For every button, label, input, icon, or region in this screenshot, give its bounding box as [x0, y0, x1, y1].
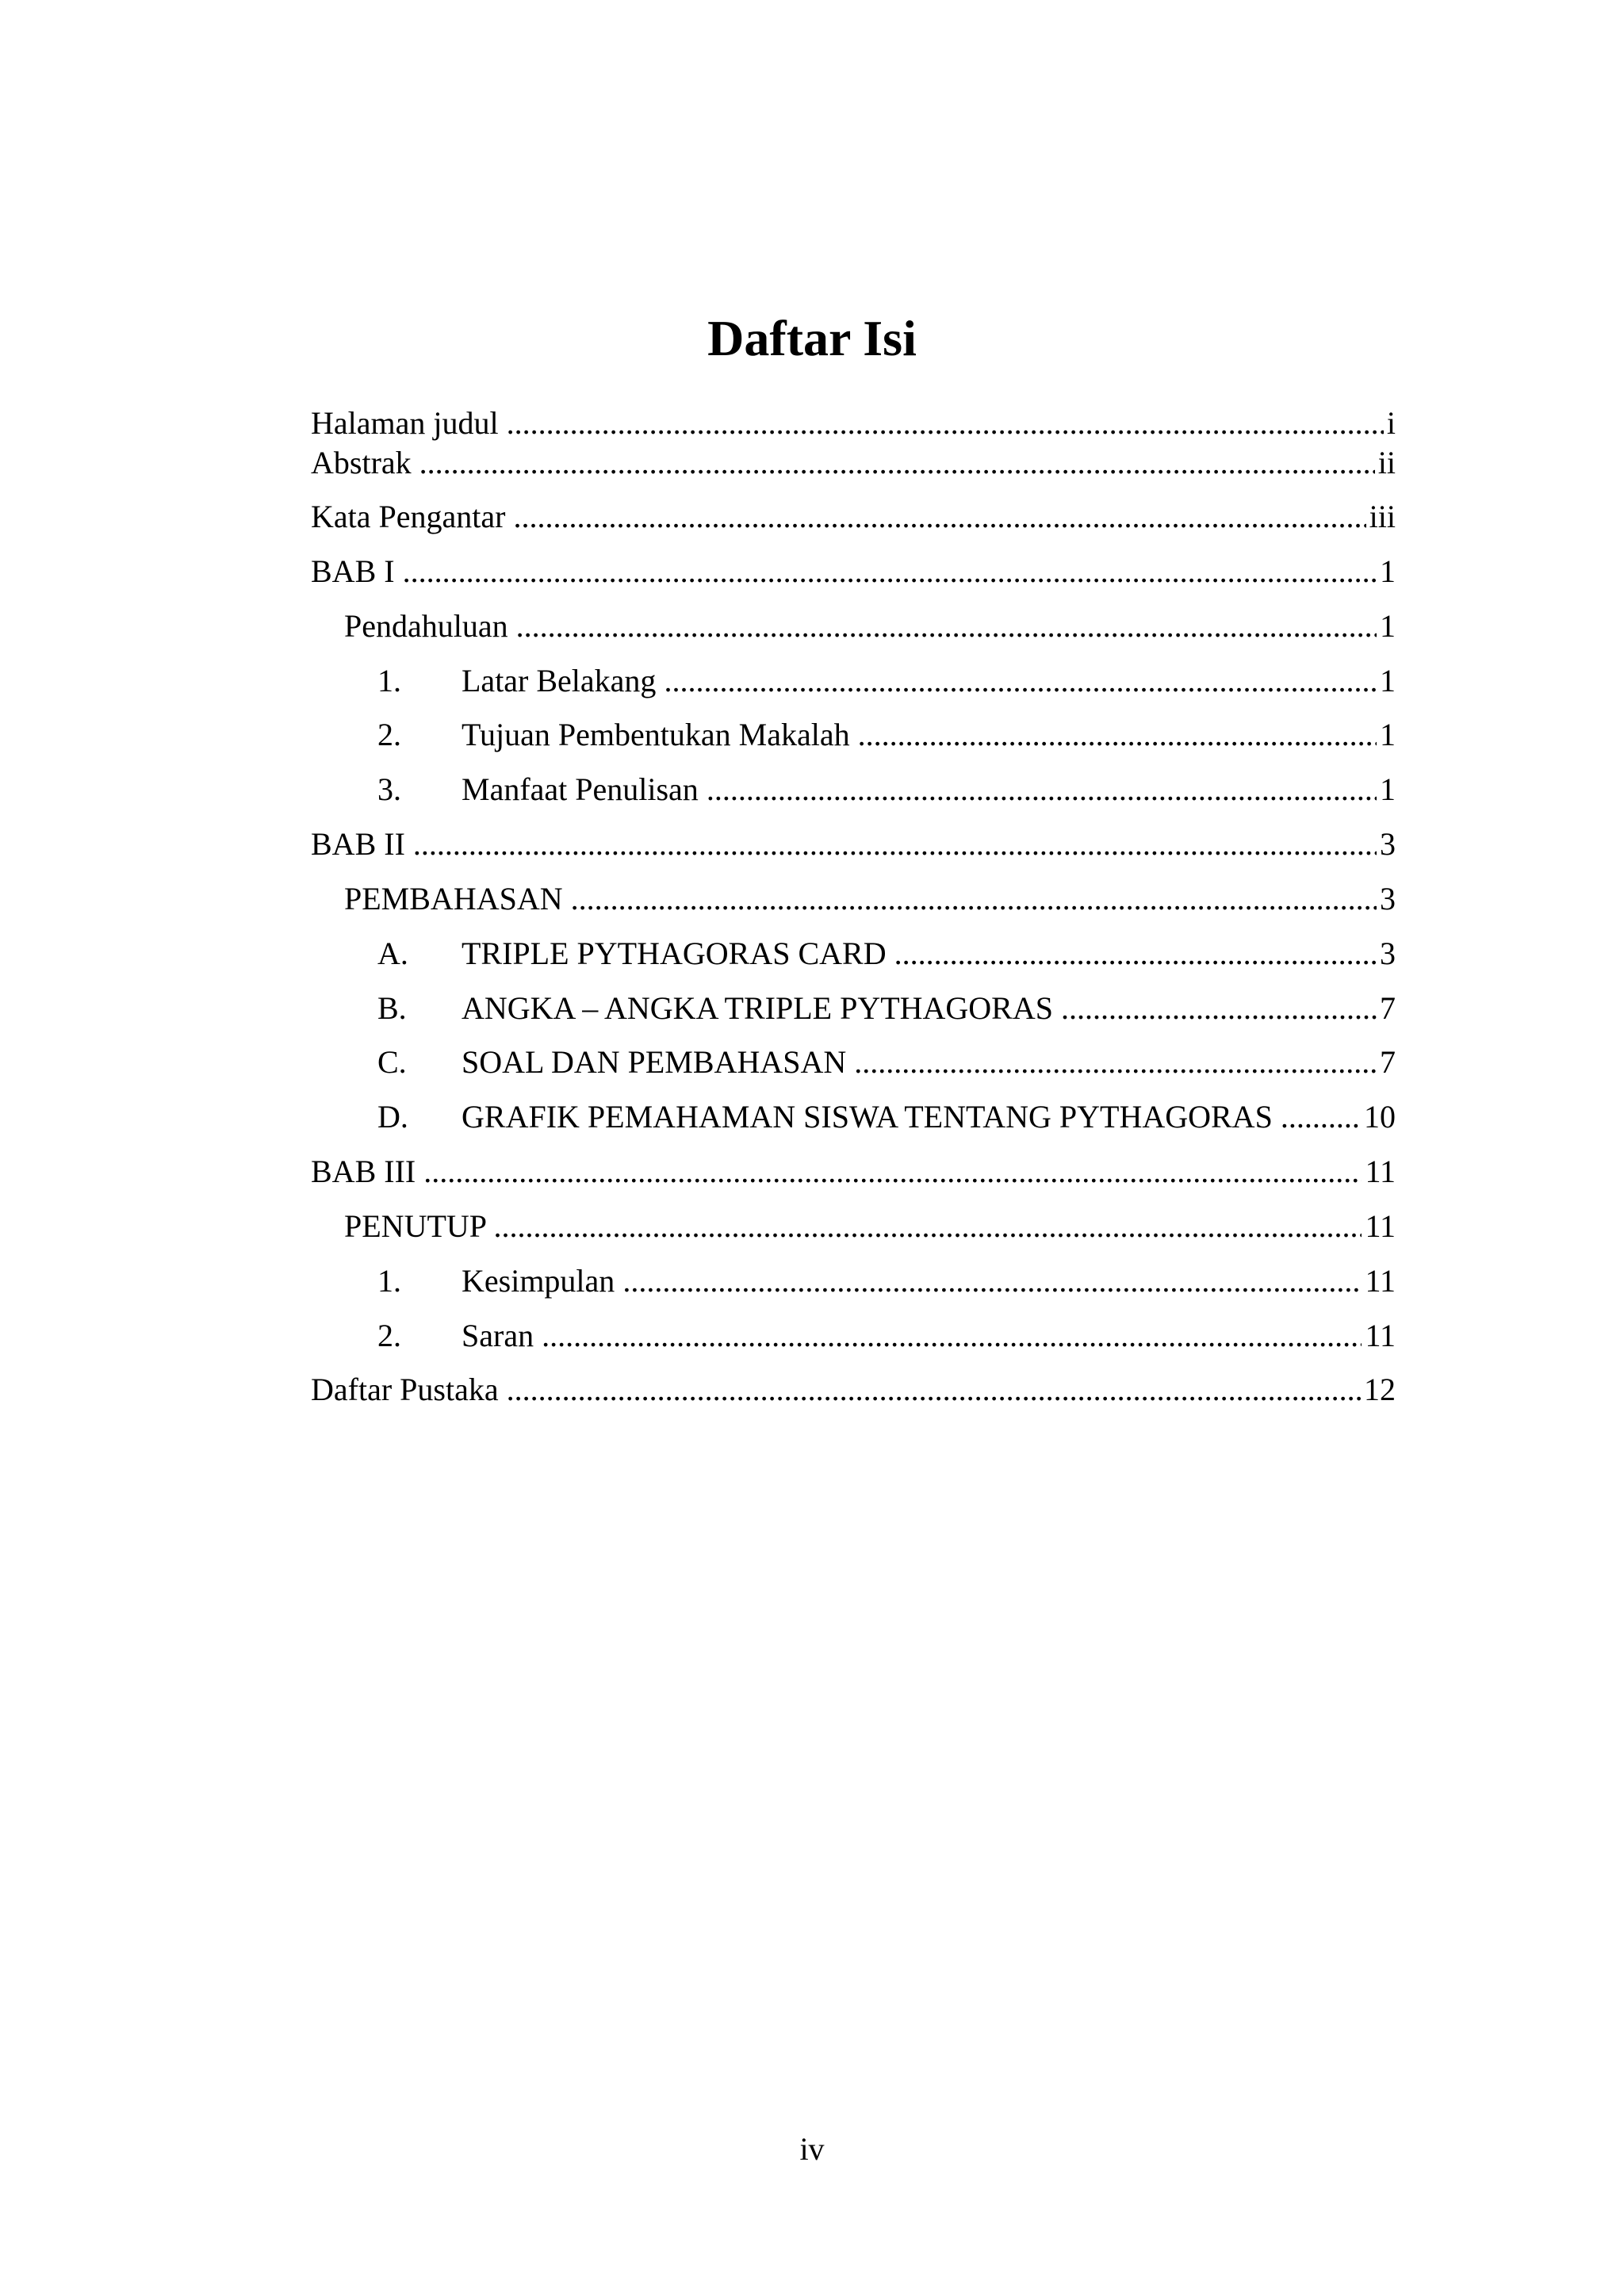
toc-entry-page: iii	[1366, 496, 1396, 538]
toc-entry-label: SOAL DAN PEMBAHASAN .....	[462, 1042, 1396, 1083]
toc-entry-label: Pendahuluan .....	[344, 606, 1396, 647]
toc-entry-number: C.	[377, 1044, 407, 1080]
toc-entry-tujuan-pembentukan-makalah[interactable]	[311, 714, 1396, 756]
toc-entry-page: 3	[1377, 824, 1396, 865]
toc-entry-bab-1[interactable]	[311, 551, 1396, 592]
toc-entry-kata-pengantar[interactable]	[311, 496, 1396, 538]
toc-entry-number: A.	[377, 936, 408, 971]
toc-entry-label: PEMBAHASAN .....	[344, 878, 1396, 920]
toc-entry-page: 11	[1362, 1151, 1396, 1192]
toc-entry-label: Kata Pengantar .....	[311, 496, 1396, 538]
toc-entry-page: 10	[1361, 1096, 1396, 1138]
toc-entry-manfaat-penulisan[interactable]	[311, 769, 1396, 810]
toc-entry-page: 1	[1377, 606, 1396, 647]
toc-entry-page: 1	[1377, 660, 1396, 702]
toc-entry-label: PENUTUP .....	[344, 1206, 1396, 1247]
toc-entry-label: BAB III .....	[311, 1151, 1396, 1192]
toc-entry-daftar-pustaka[interactable]	[311, 1369, 1396, 1410]
toc-entry-page: 7	[1377, 988, 1396, 1029]
toc-entry-saran[interactable]	[311, 1315, 1396, 1357]
toc-entry-label: GRAFIK PEMAHAMAN SISWA TENTANG PYTHAGORAS .....	[462, 1096, 1396, 1138]
toc-entry-page: 11	[1362, 1206, 1396, 1247]
toc-entry-label: Latar Belakang .....	[462, 660, 1396, 702]
toc-entry-page: ii	[1375, 442, 1396, 484]
toc-entry-number: 2.	[377, 1318, 401, 1353]
toc-entry-label: Kesimpulan .....	[462, 1261, 1396, 1302]
toc-entry-page: 3	[1377, 878, 1396, 920]
toc-entry-page: 11	[1362, 1261, 1396, 1302]
toc-entry-label: Manfaat Penulisan .....	[462, 769, 1396, 810]
toc-entry-page: 12	[1361, 1369, 1396, 1410]
toc-entry-label: Abstrak .....	[311, 442, 1396, 484]
toc-entry-grafik-pemahaman-siswa[interactable]	[311, 1096, 1396, 1138]
toc-entry-label: Halaman judul .....	[311, 403, 1396, 444]
toc-entry-page: 11	[1362, 1315, 1396, 1357]
toc-entry-pembahasan[interactable]	[311, 878, 1396, 920]
toc-entry-halaman-judul[interactable]	[311, 403, 1396, 444]
toc-entry-pendahuluan[interactable]	[311, 606, 1396, 647]
toc-entry-label: BAB II .....	[311, 824, 1396, 865]
page-title: Daftar Isi	[707, 310, 917, 366]
toc-entry-label: Tujuan Pembentukan Makalah .....	[462, 714, 1396, 756]
toc-entry-label: Saran .....	[462, 1315, 1396, 1357]
toc-entry-page: 1	[1377, 714, 1396, 756]
toc-entry-number: B.	[377, 990, 407, 1026]
toc-entry-page: i	[1384, 403, 1396, 444]
toc-entry-number: 1.	[377, 663, 401, 698]
toc-entry-number: 1.	[377, 1263, 401, 1299]
toc-entry-abstrak[interactable]	[311, 442, 1396, 484]
toc-entry-label: ANGKA – ANGKA TRIPLE PYTHAGORAS .....	[462, 988, 1396, 1029]
toc-entry-label: TRIPLE PYTHAGORAS CARD .....	[462, 933, 1396, 974]
toc-entry-number: 3.	[377, 771, 401, 807]
toc-entry-angka-triple-pythagoras[interactable]	[311, 988, 1396, 1029]
toc-entry-bab-3[interactable]	[311, 1151, 1396, 1192]
toc-entry-label: Daftar Pustaka .....	[311, 1369, 1396, 1410]
toc-entry-page: 1	[1377, 551, 1396, 592]
toc-entry-bab-2[interactable]	[311, 824, 1396, 865]
toc-entry-soal-dan-pembahasan[interactable]	[311, 1042, 1396, 1083]
toc-entry-latar-belakang[interactable]	[311, 660, 1396, 702]
toc-entry-number: D.	[377, 1099, 408, 1135]
toc-entry-triple-pythagoras-card[interactable]	[311, 933, 1396, 974]
toc-entry-page: 7	[1377, 1042, 1396, 1083]
toc-entry-page: 3	[1377, 933, 1396, 974]
page-number: iv	[799, 2131, 825, 2167]
toc-entry-number: 2.	[377, 717, 401, 752]
toc-entry-penutup[interactable]	[311, 1206, 1396, 1247]
toc-entry-label: BAB I .....	[311, 551, 1396, 592]
toc-entry-page: 1	[1377, 769, 1396, 810]
toc-entry-kesimpulan[interactable]	[311, 1261, 1396, 1302]
